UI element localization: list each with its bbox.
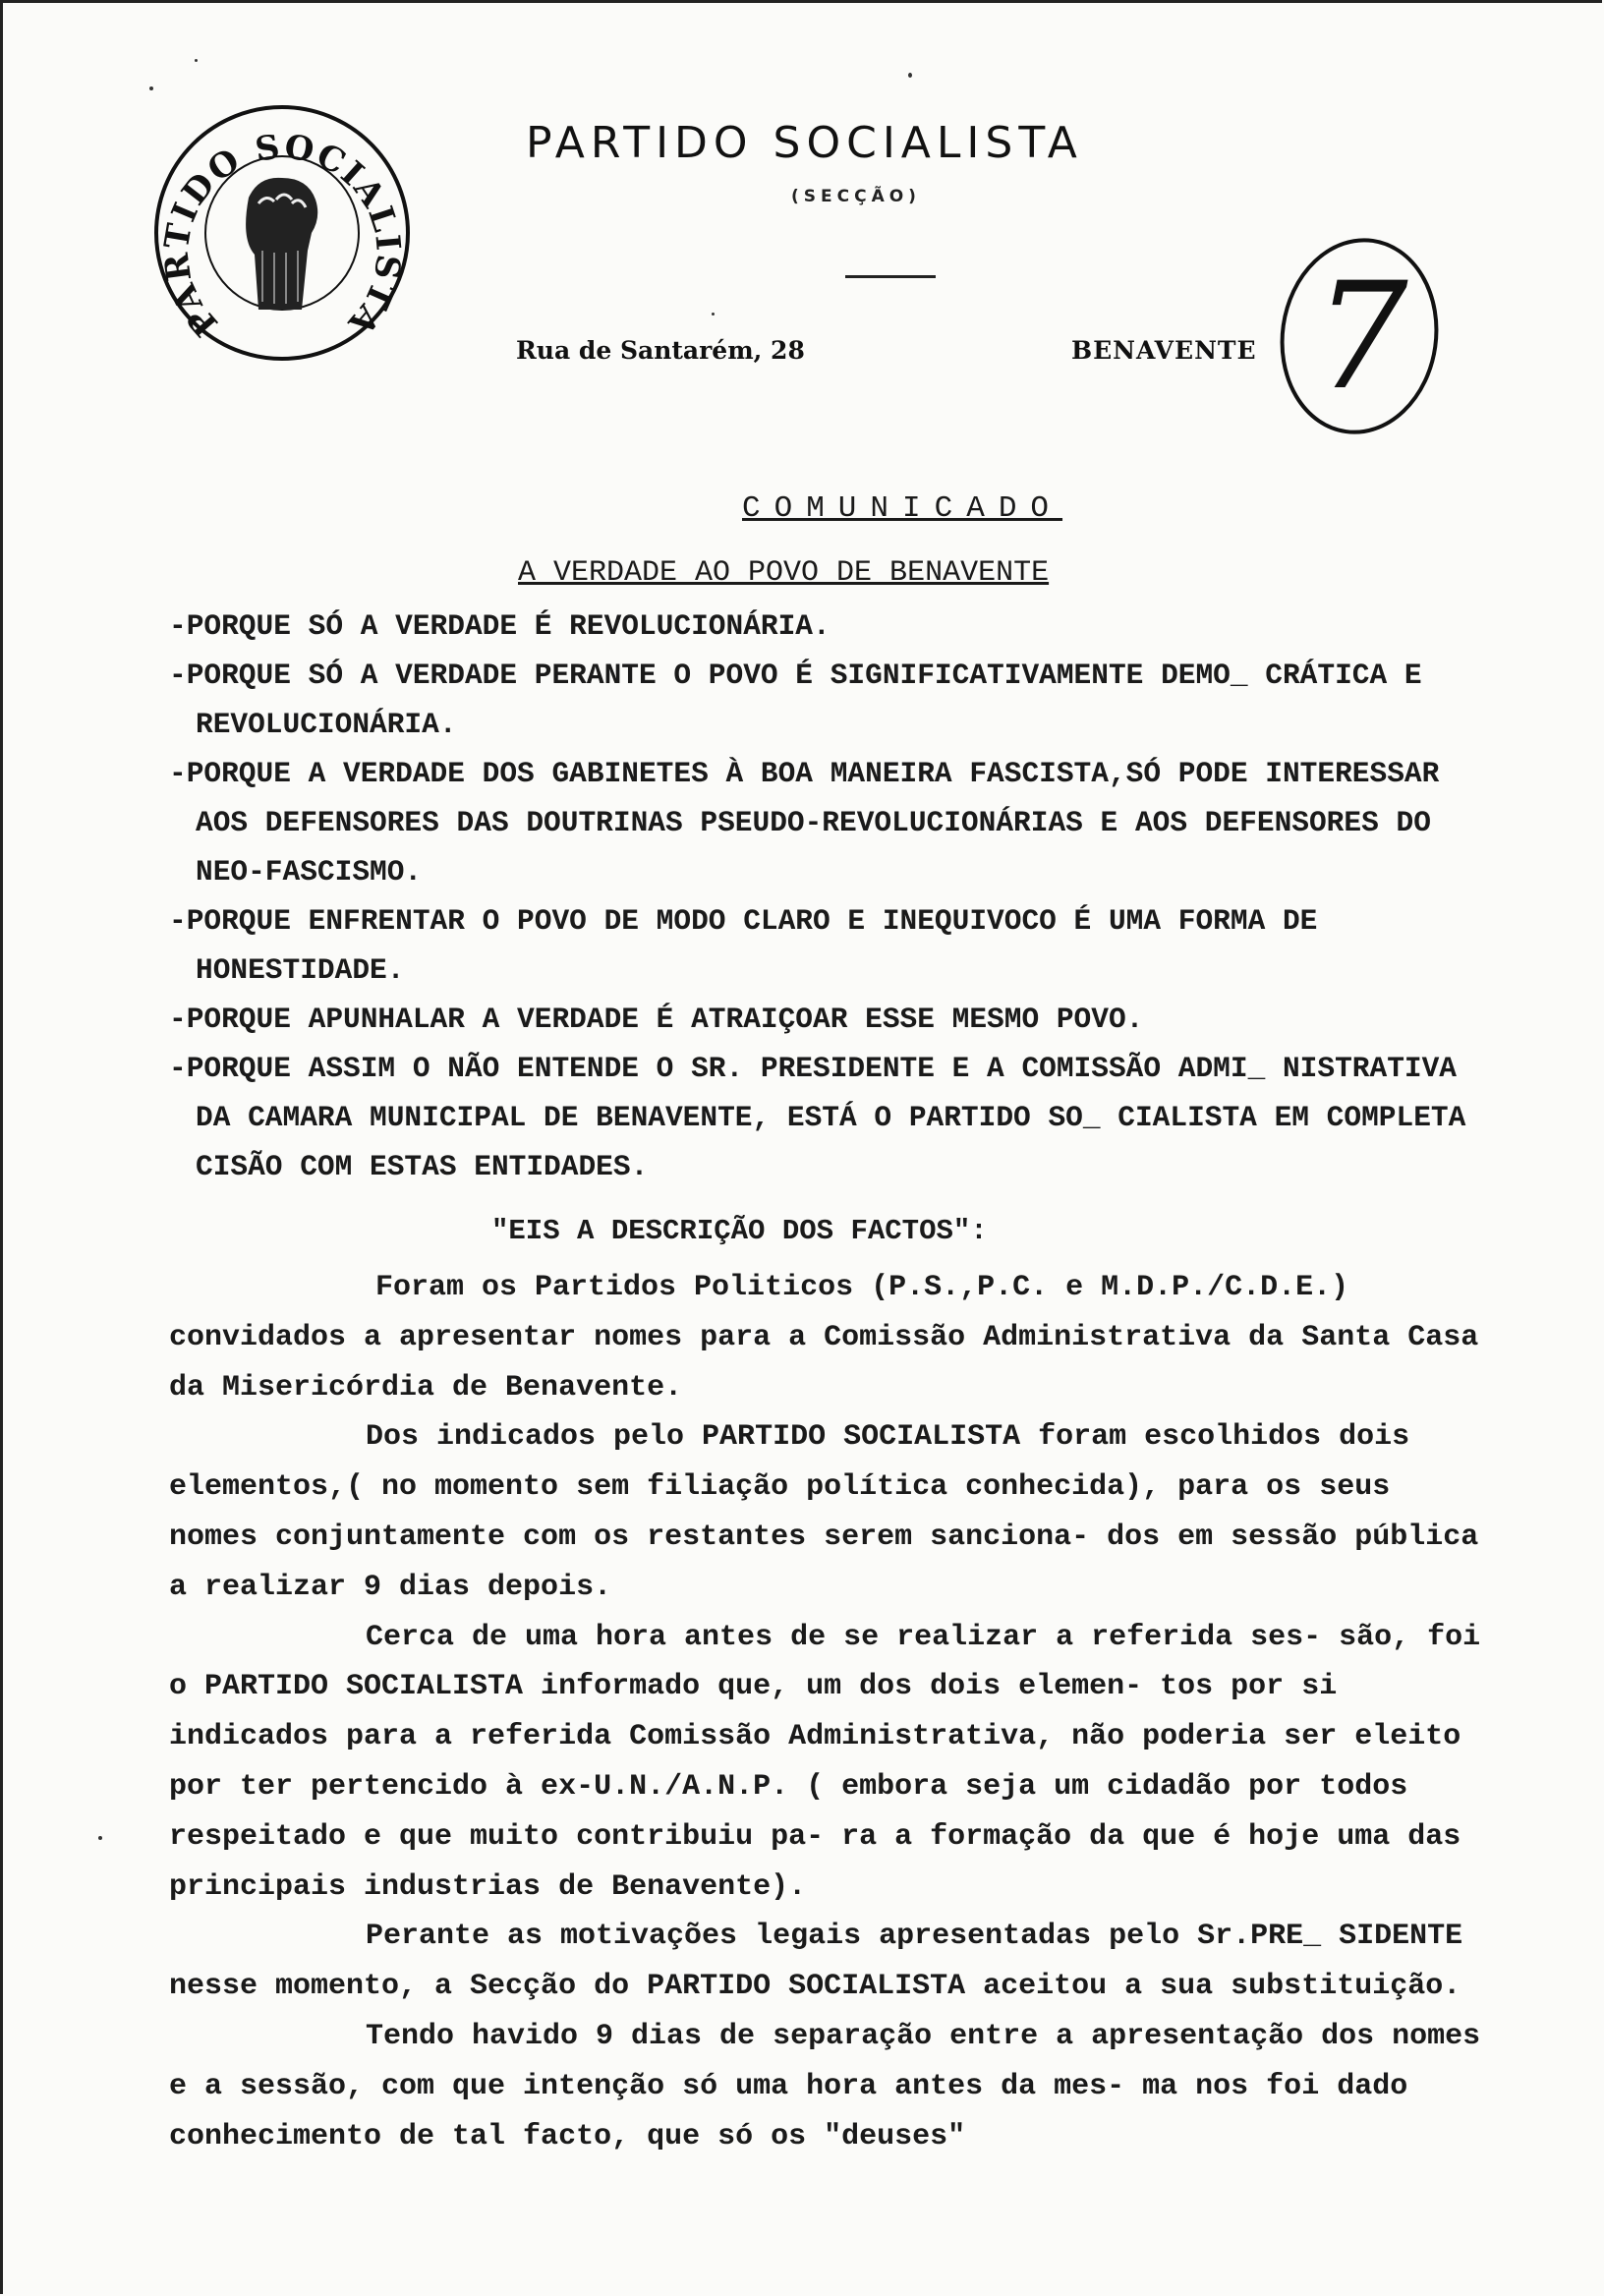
statement-item: -PORQUE ASSIM O NÃO ENTENDE O SR. PRESIDENTE E A COMISSÃO ADMI_ NISTRATIVA DA CAMARA MUNICIPAL DE BENAVENTE, ESTÁ O PARTIDO SO_ CIALISTA EM COMPLETA CISÃO COM ESTAS ENTIDADES. xyxy=(169,1052,1466,1183)
facts-heading: "EIS A DESCRIÇÃO DOS FACTOS": xyxy=(491,1215,988,1247)
svg-text:PARTIDO SOCIALISTA: PARTIDO SOCIALISTA xyxy=(156,127,409,344)
paragraph: Tendo havido 9 dias de separação entre a apresentação dos nomes e a sessão, com que intenção só uma hora antes da mes- ma nos foi dado conhecimento de tal facto, que só os "deuses" xyxy=(169,2019,1481,2153)
section-label: (SECÇÃO) xyxy=(791,187,921,206)
raised-fist-icon xyxy=(246,178,317,310)
address: Rua de Santarém, 28 xyxy=(516,336,805,365)
statement-list xyxy=(169,602,1496,1191)
paragraph: Perante as motivações legais apresentadas pelo Sr.PRE_ SIDENTE nesse momento, a Secção do PARTIDO SOCIALISTA aceitou a sua substituição. xyxy=(169,1920,1463,2004)
statement-item: -PORQUE A VERDADE DOS GABINETES À BOA MANEIRA FASCISTA,SÓ PODE INTERESSAR AOS DEFENSORES DAS DOUTRINAS PSEUDO-REVOLUCIONÁRIAS E AOS DEFENSORES DO NEO-FASCISMO. xyxy=(169,757,1440,889)
statement-item: -PORQUE SÓ A VERDADE PERANTE O POVO É SIGNIFICATIVAMENTE DEMO_ CRÁTICA E REVOLUCIONÁRIA. xyxy=(169,659,1422,741)
statement-item: -PORQUE APUNHALAR A VERDADE É ATRAIÇOAR ESSE MESMO POVO. xyxy=(169,1003,1144,1036)
scan-speck xyxy=(98,1836,102,1840)
document-title: COMUNICADO xyxy=(742,491,1063,526)
party-name: PARTIDO SOCIALISTA xyxy=(526,118,1083,168)
svg-text:7: 7 xyxy=(1314,252,1408,423)
handwritten-page-number xyxy=(1263,218,1460,444)
paragraph: Foram os Partidos Politicos (P.S.,P.C. e M.D.P./C.D.E.) convidados a apresentar nomes para a Comissão Administrativa da Santa Casa da Misericórdia de Benavente. xyxy=(169,1271,1479,1405)
document-subtitle: A VERDADE AO POVO DE BENAVENTE xyxy=(518,556,1050,590)
scan-speck xyxy=(195,59,198,62)
paragraph: Cerca de uma hora antes de se realizar a referida ses- são, foi o PARTIDO SOCIALISTA informado que, um dos dois elemen- tos por si indicados para a referida Comissão Administrativa, não poderia ser eleito por ter pertencido à ex-U.N./A.N.P. ( embora seja um cidadão por todos respeitado e que muito contribuiu pa- ra a formação da que é hoje uma das principais industrias de Benavente). xyxy=(169,1620,1481,1904)
party-seal-logo xyxy=(152,103,413,364)
scan-speck xyxy=(712,313,715,316)
divider xyxy=(845,275,936,278)
scan-speck xyxy=(149,86,153,90)
statement-item: -PORQUE ENFRENTAR O POVO DE MODO CLARO E INEQUIVOCO É UMA FORMA DE HONESTIDADE. xyxy=(169,904,1318,987)
statement-item: -PORQUE SÓ A VERDADE É REVOLUCIONÁRIA. xyxy=(169,609,831,643)
city: BENAVENTE xyxy=(1071,336,1257,365)
paragraph: Dos indicados pelo PARTIDO SOCIALISTA foram escolhidos dois elementos,( no momento sem filiação política conhecida), para os seus nomes conjuntamente com os restantes serem sanciona- dos em sessão pública a realizar 9 dias depois. xyxy=(169,1420,1479,1604)
scan-speck xyxy=(908,73,912,78)
narrative-body xyxy=(169,1263,1496,2161)
